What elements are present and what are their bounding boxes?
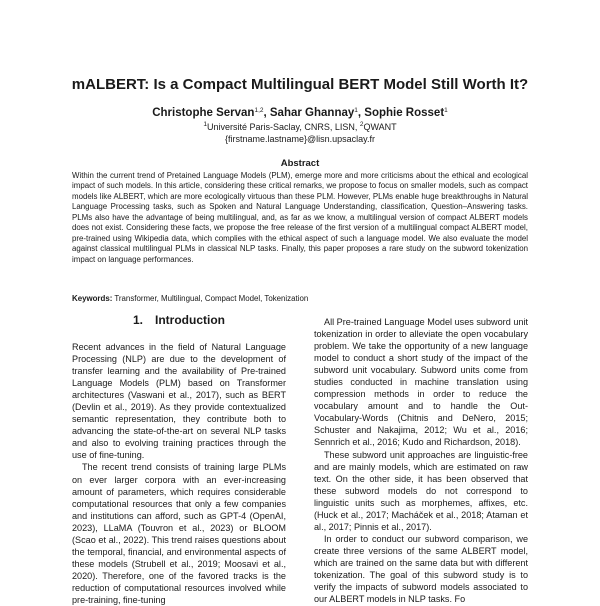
- author-affiliation-mark: 1: [444, 107, 448, 114]
- paragraph: These subword unit approaches are linguistic-free and are mainly models, which are estimated on raw text. On the other side, it has been observed that these subword models do not correspond to linguistic units such as morphemes, affixes, etc. (Huck et al., 2017; Macháček et al., 2018; Ataman et al., 2017; Pinnis et al., 2017).: [314, 449, 528, 532]
- author-name: Sophie Rosset: [364, 107, 445, 119]
- author-name: Sahar Ghannay: [269, 107, 355, 119]
- abstract-text: Within the current trend of Pretained Language Models (PLM), emerge more and more criticisms about the ethical and ecological impact of such models. In this article, considering these critical remarks, we propose to focus on smaller models, such as compact models like ALBERT, which are more ecologically virtuous than these PLM. However, PLMs enable huge breakthroughs in Natural Language Processing tasks, such as Spoken and Natural Language Understanding, classification, Question–Answering tasks. PLMs also have the advantage of being multilingual, and, as far as we know, a multilingual version of compact ALBERT models does not exist. Considering these facts, we propose the free release of the first version of a multilingual compact ALBERT model, pre-trained using Wikipedia data, which complies with the ethical aspect of such a language model. We also evaluate the model against classical multilingual PLMs in classical NLP tasks. Finally, this paper proposes a rare study on the subword tokenization impact on language performances.: [72, 171, 528, 264]
- keywords-list: Transformer, Multilingual, Compact Model, Tokenization: [112, 294, 309, 303]
- author-affiliation-mark: 1: [354, 107, 358, 114]
- paragraph: In order to conduct our subword comparison, we create three versions of the same ALBERT model, which are trained on the same data but with different tokenization. The goal of this subword study is to verify the impacts of subword models associated to our ALBERT models in NLP tasks. Fo: [314, 533, 528, 605]
- paragraph: Recent advances in the field of Natural Language Processing (NLP) are due to the development of transfer learning and the availability of Pre-trained Language Models (PLM) based on Transformer architectures (Vaswani et al., 2017), such as BERT (Devlin et al., 2019). As they provide contextualized semantic representation, they contribute both to advancing the state-of-the-art on several NLP tasks and also to evolving training practices through the use of fine-tuning.: [72, 342, 286, 461]
- keywords-label: Keywords:: [72, 294, 113, 303]
- affiliation-1: Université Paris-Saclay, CNRS, LISN,: [206, 122, 360, 132]
- section-heading: [72, 313, 286, 327]
- abstract-heading: Abstract: [280, 158, 320, 169]
- section-number: 1.: [133, 313, 144, 327]
- keywords: [72, 294, 528, 304]
- author-list: Christophe Servan$^{1,2}$, Sahar Ghannay$^1$, Sophie Rosset$^1$: [152, 107, 448, 119]
- paragraph: The recent trend consists of training large PLMs on ever larger corpora with an ever-increasing amount of parameters, which requires considerable computational resources that only a few companies and institutions can afford, such as GPT-4 (OpenAI, 2023), LLaMA (Touvron et al., 2023) or BLOOM (Scao et al., 2022). This trend raises questions about the temporal, financial, and environmental aspects of these models (Strubell et al., 2019; Moosavi et al., 2020). Therefore, one of the favored tracks is the reduction of computational resources involved while pre-training, fine-tuning: [72, 462, 286, 605]
- paragraph: All Pre-trained Language Model uses subword unit tokenization in order to alleviate the open vocabulary problem. We take the opportunity of a new language model to conduct a short study of the impact of the subword unit vocabulary. Subword units come from studies conducted in machine translation using compression methods in order to reduce the vocabulary amount and to handle the Out-Vocabulary-Words (Chitnis and DeNero, 2015; Schuster and Nakajima, 2012; Wu et al., 2016; Sennrich et al., 2016; Kudo and Richardson, 2018).: [314, 317, 528, 448]
- affiliations: [40, 122, 560, 133]
- affiliation-mark: 2: [359, 121, 364, 128]
- left-column: [72, 313, 286, 606]
- author-email: {firstname.lastname}@lisn.upsaclay.fr: [224, 134, 376, 144]
- right-column: [314, 316, 528, 605]
- author-affiliation-mark: 1,2: [254, 107, 264, 114]
- paper-title: mALBERT: Is a Compact Multilingual BERT Model Still Worth It?: [71, 76, 529, 93]
- author-name: Christophe Servan: [152, 107, 255, 119]
- section-title: Introduction: [155, 313, 225, 327]
- affiliation-mark: 1: [203, 121, 207, 128]
- affiliation-2: QWANT: [363, 122, 397, 132]
